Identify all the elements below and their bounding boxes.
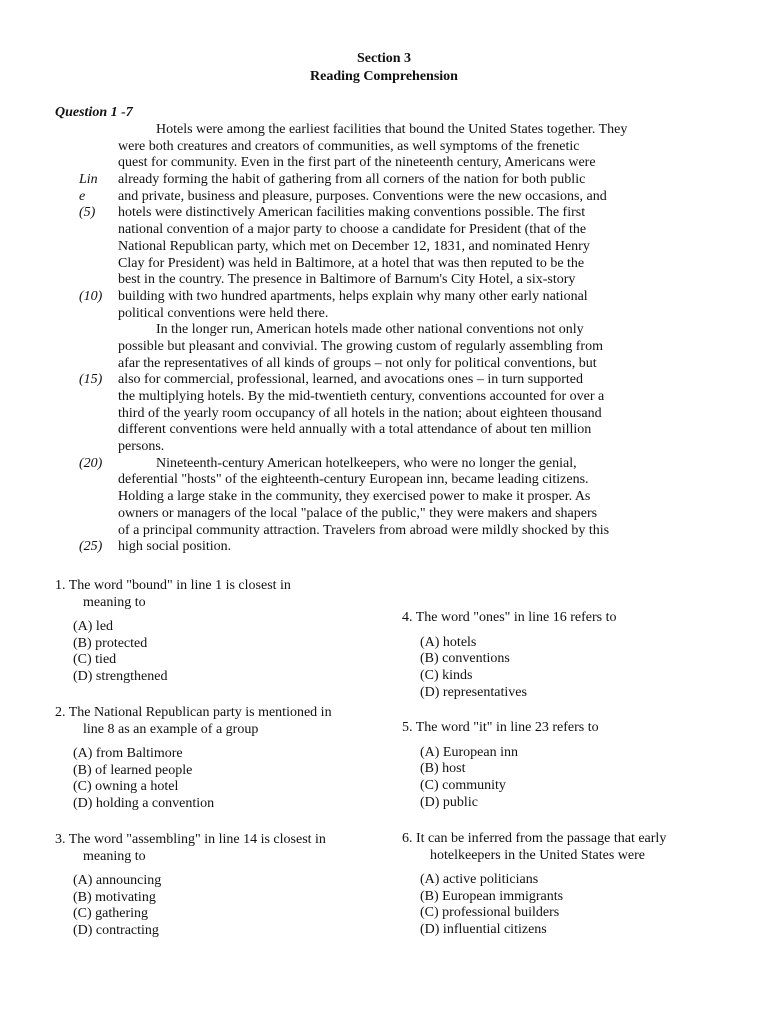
section-label: Section 3 [356, 51, 412, 66]
passage-line [0, 139, 768, 156]
question-stem: 4. The word "ones" in line 16 refers to [402, 610, 617, 625]
passage-line [0, 322, 768, 339]
passage-text: political conventions were held there. [118, 305, 329, 321]
answer-options [55, 873, 326, 940]
passage-text: persons. [118, 439, 165, 455]
answer-option[interactable]: (A) from Baltimore [73, 746, 183, 761]
passage-line [0, 239, 768, 256]
answer-option[interactable]: (B) conventions [420, 651, 510, 667]
question-stem: 1. The word "bound" in line 1 is closest in [55, 578, 291, 593]
passage-text: National Republican party, which met on December 12, 1831, and nominated Henry [118, 238, 590, 254]
passage-text: owners or managers of the local "palace of the public," they were makers and shapers [118, 505, 598, 521]
answer-option[interactable]: (B) motivating [73, 889, 156, 905]
question-stem: 5. The word "it" in line 23 refers to [402, 720, 599, 735]
passage-text: of a principal community attraction. Travelers from abroad were mildly shocked by this [118, 522, 610, 538]
passage-text: were both creatures and creators of communities, as well symptoms of the frenetic [118, 138, 580, 154]
passage-text: In the longer run, American hotels made other national conventions not only [156, 322, 584, 338]
question-stem-continued: meaning to [83, 848, 146, 864]
passage-text: hotels were distinctively American facilities making conventions possible. The first [118, 205, 586, 221]
question-stem: 2. The National Republican party is mentioned in [55, 705, 332, 720]
line-number: Lin [79, 172, 98, 188]
answer-option[interactable]: (A) European inn [420, 744, 518, 760]
passage-line [0, 205, 768, 222]
answer-option[interactable]: (B) host [420, 761, 466, 777]
passage-text: different conventions were held annually with a total attendance of about ten million [118, 422, 592, 438]
passage-line [0, 372, 768, 389]
question-stem-continued: line 8 as an example of a group [83, 721, 259, 737]
answer-options [55, 746, 332, 813]
question-4 [402, 610, 617, 701]
question-stem: 3. The word "assembling" in line 14 is closest in [55, 832, 326, 847]
answer-option[interactable]: (B) protected [73, 635, 148, 651]
question-2 [55, 705, 332, 813]
page-header [0, 50, 768, 86]
passage-line [0, 422, 768, 439]
passage-line [0, 339, 768, 356]
passage-line [0, 189, 768, 206]
passage-text: possible but pleasant and convivial. The growing custom of regularly assembling from [118, 338, 603, 354]
answer-option[interactable]: (C) gathering [73, 906, 149, 922]
passage-text: the multiplying hotels. By the mid-twentieth century, conventions accounted for over a [118, 389, 605, 404]
passage-line [0, 289, 768, 306]
passage-text: third of the yearly room occupancy of all hotels in the nation; about eighteen thousand [118, 405, 602, 421]
passage-text: high social position. [118, 539, 232, 555]
passage-text: quest for community. Even in the first part of the nineteenth century, Americans were [118, 155, 596, 171]
passage-line [0, 172, 768, 189]
question-stem: 6. It can be inferred from the passage that early [402, 831, 667, 846]
passage-text: deferential "hosts" of the eighteenth-century European inn, became leading citizens. [118, 472, 589, 488]
question-1 [55, 578, 291, 686]
line-number: (15) [79, 372, 103, 388]
passage-line [0, 539, 768, 556]
question-stem-continued: meaning to [83, 594, 146, 610]
passage-text: Hotels were among the earliest facilities that bound the United States together. They [156, 122, 628, 137]
answer-option[interactable]: (C) kinds [420, 667, 473, 683]
line-number: (20) [79, 455, 103, 471]
answer-option[interactable]: (D) contracting [73, 923, 159, 939]
passage-text: Holding a large stake in the community, they exercised power to make it prosper. As [118, 489, 591, 505]
answer-options [55, 619, 291, 686]
passage-text: Clay for President) was held in Baltimore, at a hotel that was then reputed to be the [118, 255, 585, 271]
passage-text: national convention of a major party to choose a candidate for President (that of the [118, 222, 587, 238]
passage-line [0, 439, 768, 456]
reading-passage [0, 122, 768, 556]
question-range-label: Question 1 -7 [55, 105, 133, 120]
answer-option[interactable]: (A) active politicians [420, 872, 539, 887]
answer-option[interactable]: (C) tied [73, 652, 117, 668]
line-number: (10) [79, 288, 103, 304]
line-number: (25) [79, 539, 103, 555]
passage-line [0, 506, 768, 523]
answer-option[interactable]: (C) community [420, 777, 506, 793]
passage-line [0, 456, 768, 473]
answer-option[interactable]: (A) led [73, 619, 114, 634]
page-title: Reading Comprehension [310, 69, 458, 84]
passage-text: Nineteenth-century American hotelkeepers, who were no longer the genial, [156, 455, 577, 471]
line-number: e [79, 188, 86, 204]
answer-option[interactable]: (B) of learned people [73, 762, 193, 778]
answer-options [402, 872, 666, 939]
answer-option[interactable]: (D) public [420, 794, 478, 810]
passage-text: best in the country. The presence in Baltimore of Barnum's City Hotel, a six-story [118, 272, 576, 288]
answer-option[interactable]: (C) professional builders [420, 905, 560, 921]
passage-line [0, 356, 768, 373]
answer-option[interactable]: (B) European immigrants [420, 888, 564, 904]
answer-option[interactable]: (D) strengthened [73, 669, 168, 685]
passage-line [0, 489, 768, 506]
answer-options [402, 635, 617, 702]
answer-options [402, 745, 599, 812]
question-5 [402, 720, 599, 811]
passage-text: building with two hundred apartments, helps explain why many other early national [118, 288, 588, 304]
line-number: (5) [79, 205, 96, 221]
passage-line [0, 122, 768, 139]
passage-line [0, 523, 768, 540]
passage-line [0, 155, 768, 172]
passage-text: afar the representatives of all kinds of groups – not only for political conventions, but [118, 355, 597, 371]
answer-option[interactable]: (D) influential citizens [420, 922, 547, 938]
answer-option[interactable]: (D) holding a convention [73, 796, 215, 812]
passage-line [0, 472, 768, 489]
answer-option[interactable]: (A) announcing [73, 873, 162, 888]
passage-text: also for commercial, professional, learned, and avocations ones – in turn supported [118, 372, 583, 388]
passage-line [0, 306, 768, 323]
question-3 [55, 832, 326, 940]
passage-text: and private, business and pleasure, purposes. Conventions were the new occasions, and [118, 188, 607, 204]
passage-line [0, 256, 768, 273]
passage-text: already forming the habit of gathering from all corners of the nation for both public [118, 172, 586, 188]
answer-option[interactable]: (C) owning a hotel [73, 779, 179, 795]
passage-line [0, 272, 768, 289]
passage-line [0, 406, 768, 423]
passage-line [0, 222, 768, 239]
question-stem-continued: hotelkeepers in the United States were [430, 847, 645, 863]
answer-option[interactable]: (A) hotels [420, 634, 477, 650]
passage-line [0, 389, 768, 406]
answer-option[interactable]: (D) representatives [420, 684, 527, 700]
question-6 [402, 831, 666, 939]
